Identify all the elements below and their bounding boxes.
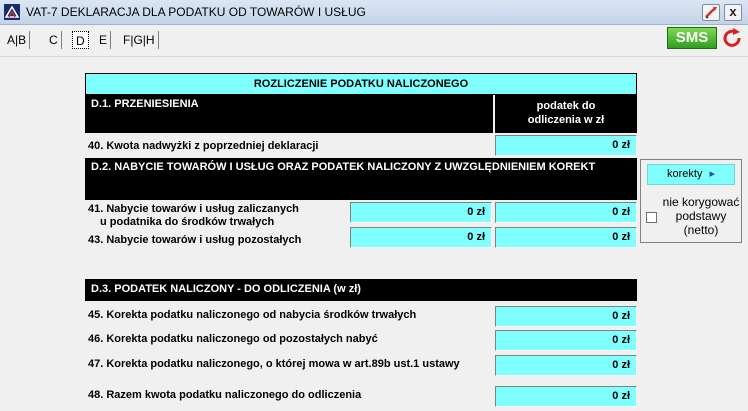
korekty-button[interactable]	[647, 164, 735, 185]
row45-label: 45. Korekta podatku naliczonego od nabycia środków trwałych	[88, 309, 417, 321]
tab-bar	[0, 26, 748, 54]
nk-line2: podstawy	[675, 209, 727, 223]
row48-label: 48. Razem kwota podatku naliczonego do odliczenia	[88, 389, 362, 401]
column-header-line1: podatek do	[536, 100, 596, 112]
tab-e[interactable]: E	[96, 31, 111, 49]
section-title: ROZLICZENIE PODATKU NALICZONEGO	[85, 73, 637, 95]
wrench-icon	[703, 5, 719, 20]
column-header-line2: odliczenia w zł	[527, 114, 605, 126]
row46-field[interactable]: 0 zł	[495, 330, 637, 351]
nie-korygowac-checkbox[interactable]	[646, 212, 657, 223]
close-button[interactable]	[724, 4, 742, 21]
row47-label: 47. Korekta podatku naliczonego, o której mowa w art.89b ust.1 ustawy	[88, 358, 460, 370]
row41-label-line1: 41. Nabycie towarów i usług zaliczanych	[88, 203, 299, 215]
row41-net-field[interactable]: 0 zł	[350, 202, 492, 223]
tab-d[interactable]: D	[72, 31, 89, 49]
row47-field[interactable]: 0 zł	[495, 355, 637, 376]
app-icon	[4, 4, 20, 20]
row48-field[interactable]: 0 zł	[495, 386, 637, 407]
tab-fgh[interactable]: F|G|H	[120, 31, 159, 49]
d2-header: D.2. NABYCIE TOWARÓW I USŁUG ORAZ PODATEK NALICZONY Z UWZGLĘDNIENIEM KOREKT	[85, 158, 637, 200]
row41-label	[88, 203, 299, 229]
window-title: VAT-7 DEKLARACJA DLA PODATKU OD TOWARÓW I USŁUG	[26, 5, 366, 19]
close-icon: x	[729, 4, 737, 19]
row43-label: 43. Nabycie towarów i usług pozostałych	[88, 234, 302, 246]
row46-label: 46. Korekta podatku naliczonego od pozostałych nabyć	[88, 333, 378, 345]
row41-label-line2: u podatnika do środków trwałych	[100, 216, 275, 228]
row41-tax-field[interactable]: 0 zł	[495, 202, 637, 223]
row43-tax-field[interactable]: 0 zł	[495, 227, 637, 248]
tab-ab[interactable]: A|B	[4, 31, 30, 49]
sms-button[interactable]: SMS	[667, 27, 717, 49]
korekty-label: korekty	[666, 168, 703, 180]
refresh-icon	[720, 27, 744, 49]
nk-line1: nie korygować	[662, 195, 740, 209]
row43-net-field[interactable]: 0 zł	[350, 227, 492, 248]
refresh-button[interactable]	[720, 27, 744, 49]
d3-header: D.3. PODATEK NALICZONY - DO ODLICZENIA (w zł)	[85, 279, 637, 301]
row40-label: 40. Kwota nadwyżki z poprzedniej deklaracji	[88, 140, 319, 152]
nie-korygowac-label	[661, 195, 741, 237]
tab-c[interactable]: C	[46, 31, 62, 49]
tool-button[interactable]	[702, 4, 720, 21]
row45-field[interactable]: 0 zł	[495, 306, 637, 327]
d1-column-header	[495, 95, 637, 133]
row40-field[interactable]: 0 zł	[495, 135, 637, 156]
d1-header: D.1. PRZENIESIENIA	[85, 95, 493, 133]
nk-line3: (netto)	[683, 223, 719, 237]
korekty-panel	[640, 159, 742, 243]
window-titlebar	[0, 0, 748, 25]
arrow-right-icon: ▸	[709, 168, 716, 180]
